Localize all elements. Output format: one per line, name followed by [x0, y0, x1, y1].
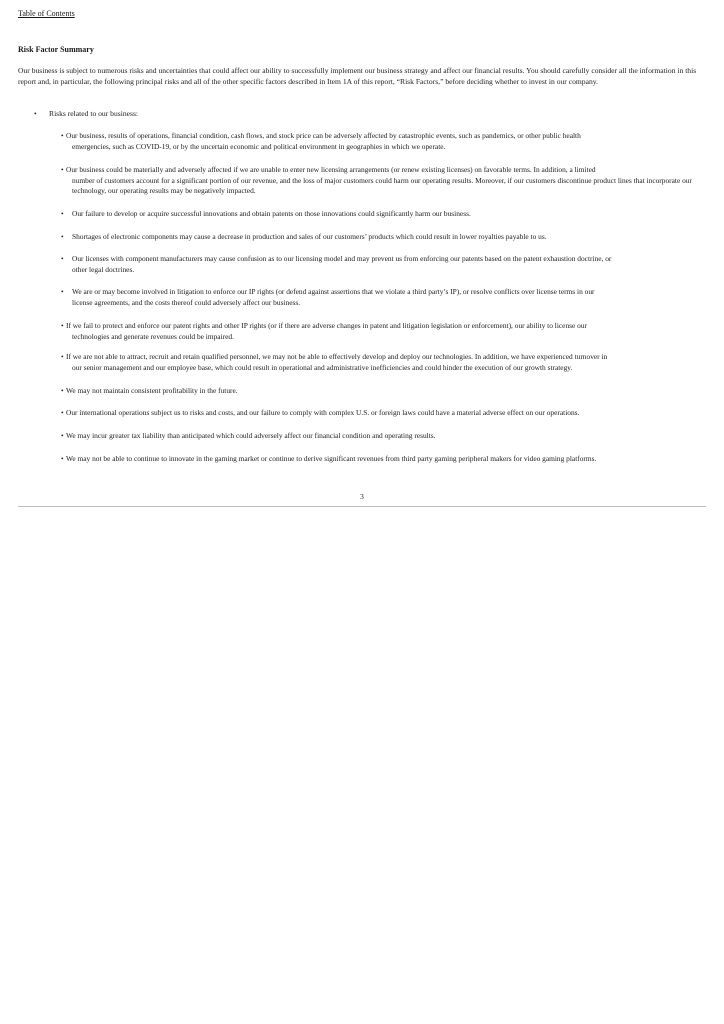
risk-text-line1: We may incur greater tax liability than anticipated which could adversely affect our financial condition and operating results. — [66, 431, 436, 440]
bullet-icon: • — [61, 254, 64, 263]
bullet-icon: • — [61, 431, 64, 440]
risk-text-line1: If we fail to protect and enforce our patent rights and other IP rights (or if there are adverse changes in patent and litigation legislation or enforcement), our ability to license our — [66, 321, 587, 330]
risk-item-12 — [61, 454, 705, 465]
table-of-contents-link[interactable]: Table of Contents — [18, 9, 75, 18]
risk-text-line1: Our licenses with component manufacturers may cause confusion as to our licensing model and may prevent us from enforcing our patents based on the patent exhaustion doctrine, or — [72, 254, 612, 263]
risk-item-6 — [61, 287, 705, 308]
risk-text-line1: Our failure to develop or acquire successful innovations and obtain patents on those innovations could significantly harm our business. — [72, 209, 471, 218]
risk-text-line1: Shortages of electronic components may cause a decrease in production and sales of our customers’ products which could result in lower royalties payable to us. — [72, 232, 547, 241]
bullet-icon: • — [61, 386, 64, 395]
risk-text-line2: license agreements, and the costs thereof could adversely affect our business. — [72, 297, 301, 307]
bullet-icon: • — [61, 131, 64, 140]
top-bullet-text: Risks related to our business: — [49, 109, 139, 118]
risk-item-8 — [61, 352, 705, 373]
risk-text-line1: Our business, results of operations, financial condition, cash flows, and stock price can be adversely affected by catastrophic events, such as pandemics, or other public health — [66, 131, 581, 140]
risk-item-3 — [61, 209, 705, 220]
intro-paragraph: Our business is subject to numerous risks and uncertainties that could affect our ability to successfully implement our business strategy and affect our financial results. You should carefully consider all the information in this report and, in particular, the following principal risks and all of the other specific factors described in Item 1A of this report, “Risk Factors,” before deciding whether to invest in our company. — [18, 66, 697, 86]
risk-text-line1: Our international operations subject us to risks and costs, and our failure to comply with complex U.S. or foreign laws could have a material adverse effect on our operations. — [66, 408, 580, 417]
bullet-icon: • — [61, 165, 64, 174]
risk-item-10 — [61, 408, 705, 419]
risk-item-9 — [61, 386, 705, 397]
bullet-icon: • — [61, 232, 64, 241]
page-number: 3 — [360, 492, 364, 501]
risk-item-5 — [61, 254, 705, 275]
risk-item-4 — [61, 232, 705, 243]
risk-text-line1: We may not maintain consistent profitability in the future. — [66, 386, 238, 395]
risk-text-line1: We are or may become involved in litigation to enforce our IP rights (or defend against assertions that we violate a third party’s IP), or resolve conflicts over license terms in our — [72, 287, 595, 296]
risk-text-line1: We may not be able to continue to innovate in the gaming market or continue to derive significant revenues from third party gaming peripheral makers for video gaming platforms. — [66, 454, 597, 463]
risk-text-line2: emergencies, such as COVID-19, or by the uncertain economic and political environment in geographies in which we operate. — [72, 141, 446, 151]
page-divider — [18, 506, 706, 507]
risk-text-line2: number of customers account for a significant portion of our revenue, and the loss of major customers could harm our operating results. Moreover, if our customers discontinue product lines that incorporate our technology, our operating results may be negatively impacted. — [72, 175, 692, 195]
bullet-icon: • — [61, 321, 64, 330]
risk-item-2 — [61, 165, 705, 197]
risk-item-11 — [61, 431, 705, 442]
bullet-icon: • — [61, 454, 64, 463]
risk-text-line1: If we are not able to attract, recruit and retain qualified personnel, we may not be able to effectively develop and deploy our technologies. In addition, we have experienced turnover in — [66, 352, 608, 361]
bullet-icon: • — [61, 352, 64, 361]
risk-text-line2: our senior management and our employee base, which could result in operational and administrative inefficiencies and could hinder the execution of our growth strategy. — [72, 362, 573, 372]
risk-item-7 — [61, 321, 705, 342]
risk-text-line2: other legal doctrines. — [72, 264, 135, 274]
section-title: Risk Factor Summary — [18, 45, 94, 54]
bullet-icon: • — [61, 209, 64, 218]
bullet-icon: • — [61, 287, 64, 296]
bullet-icon: • — [61, 408, 64, 417]
risk-item-1 — [61, 131, 705, 152]
risk-text-line2: technologies and generate revenues could be impaired. — [72, 331, 234, 341]
risk-text-line1: Our business could be materially and adversely affected if we are unable to enter new licensing arrangements (or renew existing licenses) on favorable terms. In addition, a limited — [66, 165, 596, 174]
bullet-icon: • — [34, 109, 37, 118]
